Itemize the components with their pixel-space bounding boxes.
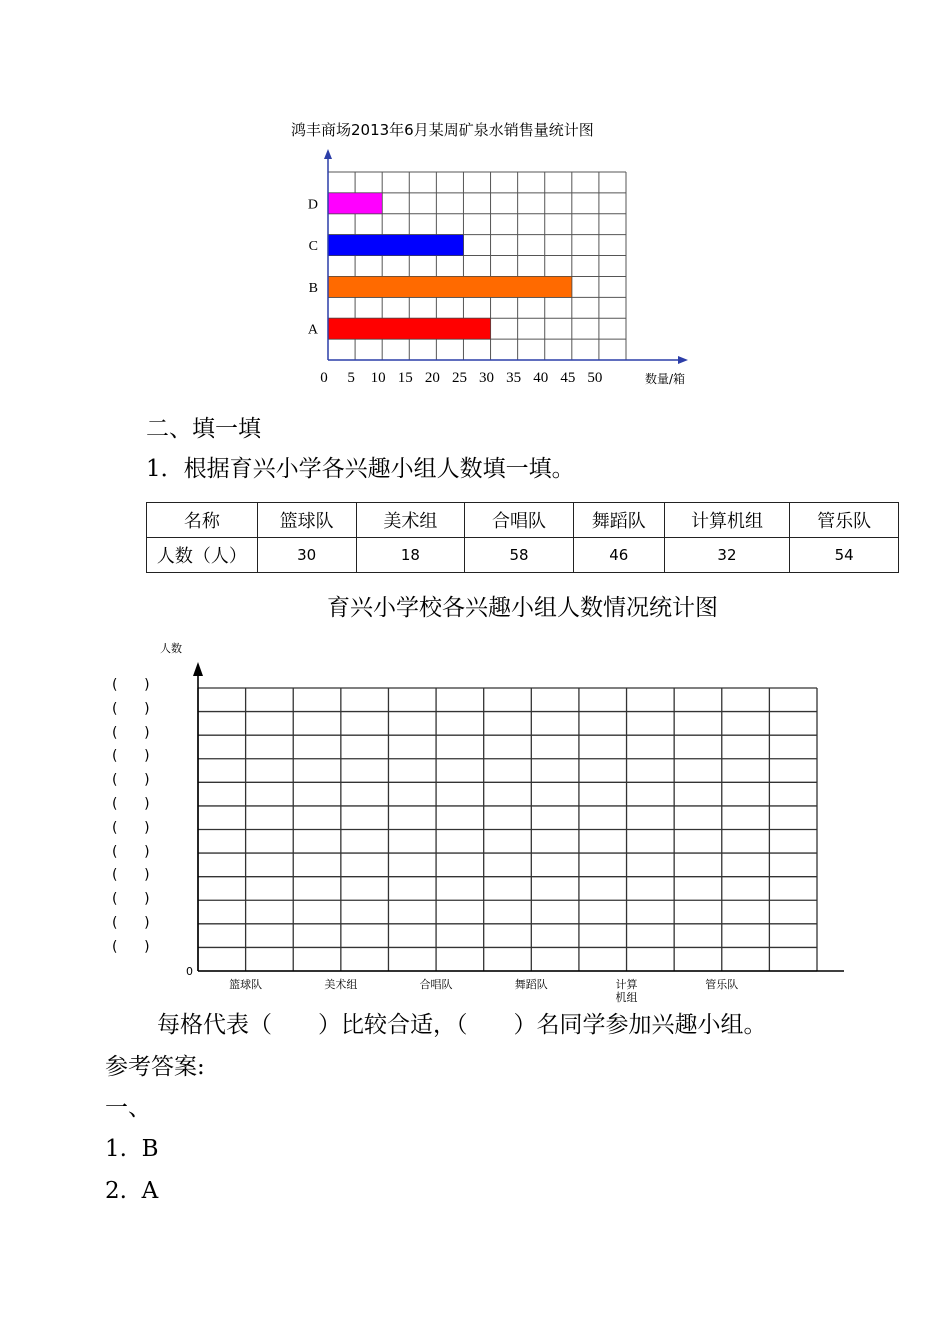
y-value-blank[interactable]: ( ): [112, 891, 150, 908]
bar-A: [328, 318, 491, 339]
y-value-blank[interactable]: ( ): [112, 796, 150, 812]
table-value: 32: [664, 538, 790, 573]
origin-label: 0: [186, 965, 193, 978]
table-col-dance: 舞蹈队: [573, 503, 664, 538]
x-category-label-line: 管乐队: [705, 978, 739, 991]
blank-chart-title: 育兴小学校各兴趣小组人数情况统计图: [327, 595, 718, 621]
answers-section: 一、: [105, 1095, 151, 1121]
blank-grid-chart: [180, 660, 850, 980]
table-header-row: [147, 503, 899, 538]
x-category-label-line: 舞蹈队: [514, 978, 548, 991]
table-value: 46: [573, 538, 664, 573]
table-value: 30: [257, 538, 356, 573]
question-one: 1．根据育兴小学各兴趣小组人数填一填。: [146, 456, 575, 482]
x-category-label-line: 合唱队: [419, 978, 453, 991]
y-value-blank[interactable]: ( ): [112, 867, 150, 884]
category-label: C: [308, 239, 318, 255]
x-tick-label: 10: [370, 370, 386, 386]
category-label: B: [308, 280, 318, 296]
bar-chart-title: 鸿丰商场2013年6月某周矿泉水销售量统计图: [291, 121, 594, 139]
x-category-label: [216, 978, 276, 991]
x-category-label-line: 计算: [615, 978, 638, 991]
table-col-choir: 合唱队: [465, 503, 574, 538]
table-value: 18: [356, 538, 465, 573]
answer-item: 1. B: [105, 1136, 159, 1162]
x-tick-label: 25: [451, 370, 467, 386]
table-col-computer: 计算机组: [664, 503, 790, 538]
x-tick-label: 5: [347, 370, 355, 386]
bar-C: [328, 235, 463, 256]
y-axis-arrow: [193, 662, 203, 676]
x-category-label-line: 篮球队: [229, 978, 263, 991]
x-tick-label: 20: [424, 370, 440, 386]
category-label: D: [307, 197, 318, 213]
y-axis-label: 人数: [160, 642, 182, 655]
x-category-label: [406, 978, 466, 991]
table-col-art: 美术组: [356, 503, 465, 538]
x-category-label-line: 美术组: [324, 978, 358, 991]
x-tick-label: 30: [479, 370, 495, 386]
y-value-blank[interactable]: ( ): [112, 748, 150, 765]
y-value-blank[interactable]: ( ): [112, 677, 150, 693]
y-value-blank[interactable]: ( ): [112, 700, 150, 717]
table-header-label: 名称: [147, 503, 258, 538]
x-axis-labels: [0, 978, 950, 1012]
x-tick-label: 15: [397, 370, 413, 386]
x-tick-label: 50: [587, 370, 603, 386]
x-tick-label: 45: [560, 370, 576, 386]
x-category-label: [311, 978, 371, 991]
y-axis-arrow: [324, 149, 332, 159]
x-tick-label: 40: [533, 370, 549, 386]
x-axis-arrow: [678, 356, 688, 364]
table-col-band: 管乐队: [790, 503, 899, 538]
sales-bar-chart: [290, 145, 730, 395]
x-tick-label: 0: [320, 370, 328, 386]
table-values-row: [147, 538, 899, 573]
x-category-label: [692, 978, 752, 991]
table-row-label: 人数（人）: [147, 538, 258, 573]
y-value-blank[interactable]: ( ): [112, 819, 150, 836]
x-category-label-line: 机组: [615, 991, 638, 1004]
y-value-blank[interactable]: ( ): [112, 938, 150, 955]
x-category-label: [597, 978, 657, 1004]
bar-B: [328, 276, 572, 297]
table-value: 58: [465, 538, 574, 573]
interest-group-table: [146, 502, 899, 573]
bar-D: [328, 193, 382, 214]
y-value-blank[interactable]: ( ): [112, 843, 150, 860]
table-col-basketball: 篮球队: [257, 503, 356, 538]
x-axis-unit-label: 数量/箱: [645, 372, 686, 386]
x-tick-label: 35: [506, 370, 522, 386]
table-value: 54: [790, 538, 899, 573]
answers-heading: 参考答案:: [105, 1054, 205, 1080]
answer-item: 2. A: [105, 1178, 159, 1204]
section-two-heading: 二、填一填: [146, 416, 261, 442]
y-value-blank[interactable]: ( ): [112, 772, 150, 789]
x-category-label: [501, 978, 561, 991]
y-value-blank[interactable]: ( ): [112, 724, 150, 741]
category-label: A: [307, 322, 318, 338]
fill-sentence: 每格代表（ ）比较合适，（ ）名同学参加兴趣小组。: [157, 1012, 767, 1038]
y-value-blank[interactable]: ( ): [112, 915, 150, 931]
